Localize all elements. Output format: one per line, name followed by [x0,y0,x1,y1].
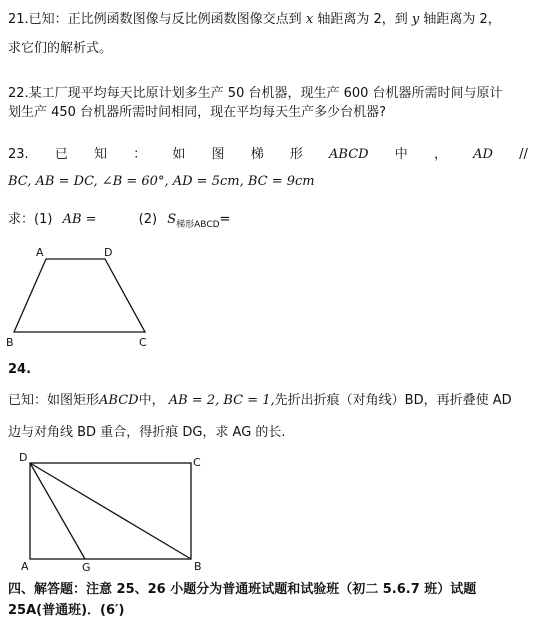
section4-line1: 四、解答题：注意 25、26 小题分为普通班试题和试验班（初二 5.6.7 班）试题 [8,582,477,597]
q23-token: 如 [172,147,186,162]
q22-line1: 22.某工厂现平均每天比原计划多生产 50 台机器，现生产 600 台机器所需时间与原计 [8,86,503,101]
rectangle-figure [0,450,215,575]
q23-token: ABCD [329,147,369,162]
q23-token: ： [133,147,147,162]
q21-line2: 求它们的解析式。 [8,41,113,56]
q23-ask-prefix: 求：(1) [8,212,53,227]
q24-number: 24. [8,362,32,377]
q23-token: 知 [94,147,108,162]
fold-line-dg [30,463,85,559]
q23-token: 中 [394,147,408,162]
rect-label-d: D [19,451,28,464]
trapezoid-label-a: A [36,246,44,259]
q23-token: ， [433,147,447,162]
q23-ask-eq: = [219,212,231,227]
q24-text-c: 先折出折痕（对角线）BD，再折叠使 AD [274,393,512,408]
q21-line1 [8,12,501,28]
trapezoid-label-d: D [104,246,113,259]
rect-label-a: A [21,560,29,573]
q23-token: 23. [8,147,29,162]
section4-line2: 25A(普通班)．(6′) [8,603,125,618]
trapezoid-label-c: C [139,336,147,349]
q23-line2: BC, AB = DC, ∠B = 60°, AD = 5cm, BC = 9cm [8,174,315,189]
q23-line1 [8,147,528,163]
q21-text-b: 轴距离为 2，到 [317,12,408,27]
trapezoid-label-b: B [6,336,14,349]
q23-token: 梯 [250,147,264,162]
q24-text-b: 中， [138,393,165,408]
q24-text-a: 已知：如图矩形 [8,393,100,408]
q23-token: AD [473,147,493,162]
rect-label-g: G [82,561,91,574]
q23-token: 图 [211,147,225,162]
q21-var-y: y [411,12,420,27]
q23-token: 形 [289,147,303,162]
q21-text-c: 轴距离为 2， [423,12,501,27]
q23-ask-ab: AB = [62,212,97,227]
q23-ask-s: S [167,212,177,227]
q23-token: 已 [54,147,68,162]
rect-label-c: C [193,456,201,469]
q21-text-a: 21.已知：正比例函数图像与反比例函数图像交点到 [8,12,302,27]
q24-abcd: ABCD [99,393,139,408]
q24-line2: 边与对角线 BD 重合，得折痕 DG，求 AG 的长. [8,425,286,440]
rect-label-b: B [194,560,202,573]
q23-ask-sub: 梯形ABCD [176,220,220,230]
q22-line2: 划生产 450 台机器所需时间相同，现在平均每天生产多少台机器? [8,105,386,120]
trapezoid-figure [0,244,170,354]
diagonal-bd [30,463,191,559]
q23-token: // [519,147,528,162]
q24-eq: AB = 2, BC = 1, [168,393,275,408]
q21-var-x: x [305,12,314,27]
trapezoid-shape [14,259,145,332]
q23-ask-2: (2) [138,212,158,227]
q23-question [8,212,230,229]
q24-line1 [8,393,512,409]
